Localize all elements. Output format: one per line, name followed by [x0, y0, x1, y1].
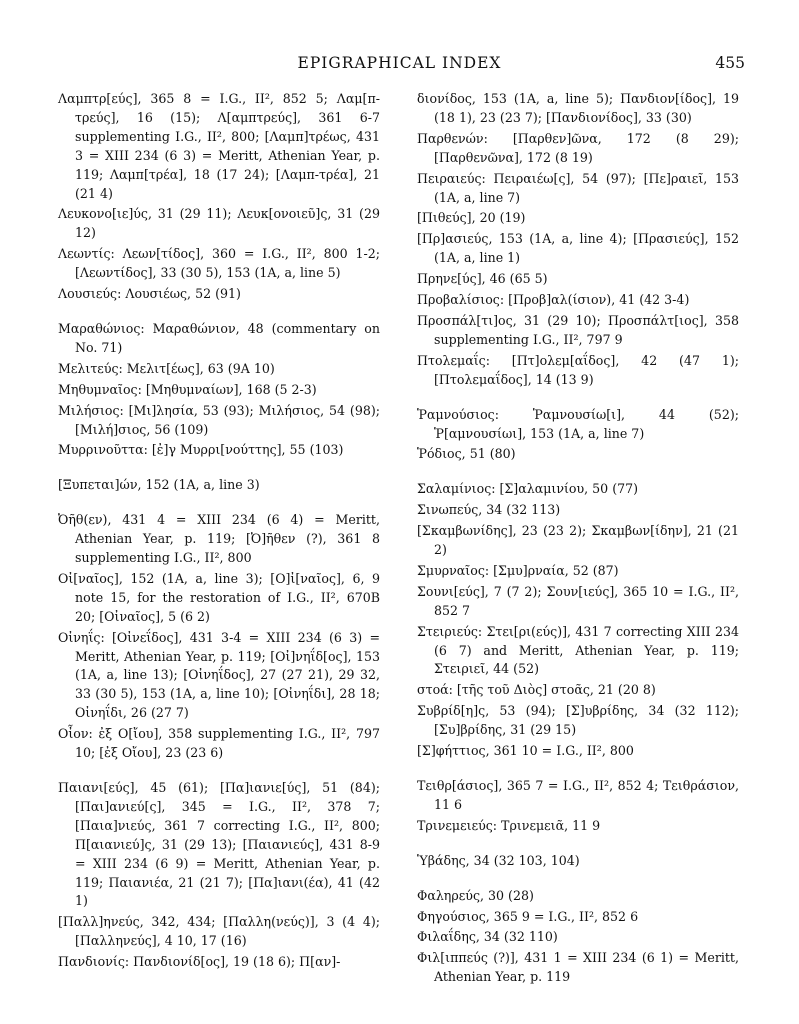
index-entry: Σινωπεύς, 34 (32 113)	[417, 502, 561, 518]
index-entry: Σμυρναῖος: [Σμυ]ρναία, 52 (87)	[417, 562, 619, 578]
page-number: 455	[715, 54, 745, 72]
index-entry: Λευκονο[ιε]ύς, 31 (29 11); Λευκ[ονοιεῦ]ς, 31 (29 12)	[58, 206, 380, 241]
index-entry: Φιλ[ιππεύς (?)], 431 1 = XIII 234 (6 1) = Meritt, Athenian Year, p. 119	[417, 950, 739, 985]
index-entry: Συβρίδ[η]ς, 53 (94); [Σ]υβρίδης, 34 (32 112); [Συ]βρίδης, 31 (29 15)	[417, 703, 739, 738]
index-entry: Τρινεμειεύς: Τρινεμειᾶ, 11 9	[417, 817, 601, 833]
index-entry: Προσπάλ[τι]ος, 31 (29 10); Προσπάλτ[ιος], 358 supplementing I.G., II², 797 9	[417, 312, 739, 347]
index-entry: [Σκαμβωνίδης], 23 (23 2); Σκαμβων[ίδην], 21 (21 2)	[417, 523, 739, 558]
index-entry: Ὀῆθ(εν), 431 4 = XIII 234 (6 4) = Meritt, Athenian Year, p. 119; [Ὀ]ῆθεν (?), 361 8 supplementing I.G., II², 800	[58, 512, 380, 566]
index-entry: Ῥαμνούσιος: Ῥαμνουσίω[ι], 44 (52); Ῥ[αμνουσίωι], 153 (1A, a, line 7)	[417, 406, 739, 441]
index-entry: [Σ]φήττιος, 361 10 = I.G., II², 800	[417, 743, 634, 759]
index-entry: Λαμπτρ[εύς], 365 8 = I.G., II², 852 5; Λαμ[π-τρεύς], 16 (15); Λ[αμπτρεύς], 361 6-7 supplementing I.G., II², 800; [Λαμπ]τρέως, 431 3 = XIII 234 (6 3) = Meritt, Athenian Year, p. 119; Λαμπ[τρέα], 18 (17 24); [Λαμπ-τρέα], 21 (21 4)	[58, 91, 380, 201]
index-entry: διονίδος, 153 (1A, a, line 5); Πανδιον[ίδος], 19 (18 1), 23 (23 7); [Πανδιονίδος], 33 (30)	[417, 91, 739, 125]
index-entry: Στειριεύς: Στει[ρι(εύς)], 431 7 correcting XIII 234 (6 7) and Meritt, Athenian Year, p. 119; Στειριεῖ, 44 (52)	[417, 623, 739, 677]
index-entry: Μυρρινοῦττα: [ἐ]γ Μυρρι[νούττης], 55 (103)	[58, 442, 344, 458]
index-entry: Λουσιεύς: Λουσιέως, 52 (91)	[58, 286, 241, 302]
index-entry: Παρθενών: [Παρθεν]ῶνα, 172 (8 29); [Παρθενῶνα], 172 (8 19)	[417, 130, 739, 165]
index-entry: Οἶον: ἐξ Ο[ἴου], 358 supplementing I.G., II², 797 10; [ἐξ Οἴου], 23 (23 6)	[58, 726, 380, 761]
index-entry: Μαραθώνιος: Μαραθώνιον, 48 (commentary on No. 71)	[58, 320, 380, 355]
index-column-right	[417, 90, 739, 989]
index-entry: [Παλλ]ηνεύς, 342, 434; [Παλλη(νεύς)], 3 (4 4); [Παλληνεύς], 4 10, 17 (16)	[58, 914, 380, 949]
index-entry: Πτολεμαΐς: [Πτ]ολεμ[αΐδος], 42 (47 1); [Πτολεμαΐδος], 14 (13 9)	[417, 352, 739, 387]
index-entry: Τειθρ[άσιος], 365 7 = I.G., II², 852 4; Τειθράσιον, 11 6	[417, 778, 739, 812]
index-entry: Σαλαμίνιος: [Σ]αλαμινίου, 50 (77)	[417, 481, 639, 497]
index-entry: Οἰνηΐς: [Οἰνεΐδος], 431 3-4 = XIII 234 (6 3) = Meritt, Athenian Year, p. 119; [Οἰ]νηΐδ[ος], 153 (1A, a, line 13); [Οἰνηΐδος], 27 (27 21), 29 32, 33 (30 5), 153 (1A, a, line 10); [Οἰνηΐδι], 28 18; Οἰνηΐδι, 26 (27 7)	[58, 629, 380, 721]
index-entry: Ὑβάδης, 34 (32 103, 104)	[417, 852, 580, 868]
index-entry: Λεωντίς: Λεων[τίδος], 360 = I.G., II², 800 1-2; [Λεωντίδος], 33 (30 5), 153 (1A, a, line 5)	[58, 246, 380, 281]
page-header	[54, 54, 745, 78]
index-entry: [Πιθεύς], 20 (19)	[417, 210, 526, 226]
index-entry: Μελιτεύς: Μελιτ[έως], 63 (9A 10)	[58, 360, 275, 376]
index-entry: [Ξυπεται]ών, 152 (1A, a, line 3)	[58, 477, 260, 493]
index-entry: Σουνι[εύς], 7 (7 2); Σουν[ιεύς], 365 10 = I.G., II², 852 7	[417, 583, 739, 618]
index-entry: Πρηνε[ύς], 46 (65 5)	[417, 271, 548, 287]
index-entry: Προβαλίσιος: [Προβ]αλ(ίσιον), 41 (42 3-4)	[417, 292, 690, 308]
index-entry: [Πρ]ασιεύς, 153 (1A, a, line 4); [Πρασιεύς], 152 (1A, a, line 1)	[417, 231, 739, 266]
index-entry: στοά: [τῆς τοῦ Διὸς] στοᾶς, 21 (20 8)	[417, 682, 656, 698]
index-entry: Παιανι[εύς], 45 (61); [Πα]ιανιε[ύς], 51 (84); [Παι]ανιεύ[ς], 345 = I.G., II², 378 7; [Παια]νιεύς, 361 7 correcting I.G., II², 800; Π[αιανιεύ]ς, 31 (29 13); [Παιανιεύς], 431 8-9 = XIII 234 (6 9) = Meritt, Athenian Year, p. 119; Παιανιέα, 21 (21 7); [Πα]ιανι(έα), 41 (42 1)	[58, 780, 380, 909]
running-title: EPIGRAPHICAL INDEX	[297, 54, 502, 72]
index-entry: Φαληρεύς, 30 (28)	[417, 887, 534, 903]
index-entry: Ῥόδιος, 51 (80)	[417, 446, 516, 462]
index-entry: Πειραιεύς: Πειραιέω[ς], 54 (97); [Πε]ραιεῖ, 153 (1A, a, line 7)	[417, 170, 739, 205]
index-entry: Οἰ[ναῖος], 152 (1A, a, line 3); [Ο]ἰ[ναῖος], 6, 9 note 15, for the restoration of I.G., II², 670B 20; [Οἰναῖος], 5 (6 2)	[58, 570, 380, 624]
index-entry: Πανδιονίς: Πανδιονίδ[ος], 19 (18 6); Π[αν]-	[58, 954, 341, 970]
index-entry: Φηγούσιος, 365 9 = I.G., II², 852 6	[417, 908, 639, 924]
index-entry: Μιλήσιος: [Μι]λησία, 53 (93); Μιλήσιος, 54 (98); [Μιλή]σιος, 56 (109)	[58, 402, 380, 437]
index-column-left	[58, 90, 380, 974]
index-entry: Μηθυμναῖος: [Μηθυμναίων], 168 (5 2-3)	[58, 381, 317, 397]
index-entry: Φιλαΐδης, 34 (32 110)	[417, 929, 558, 945]
